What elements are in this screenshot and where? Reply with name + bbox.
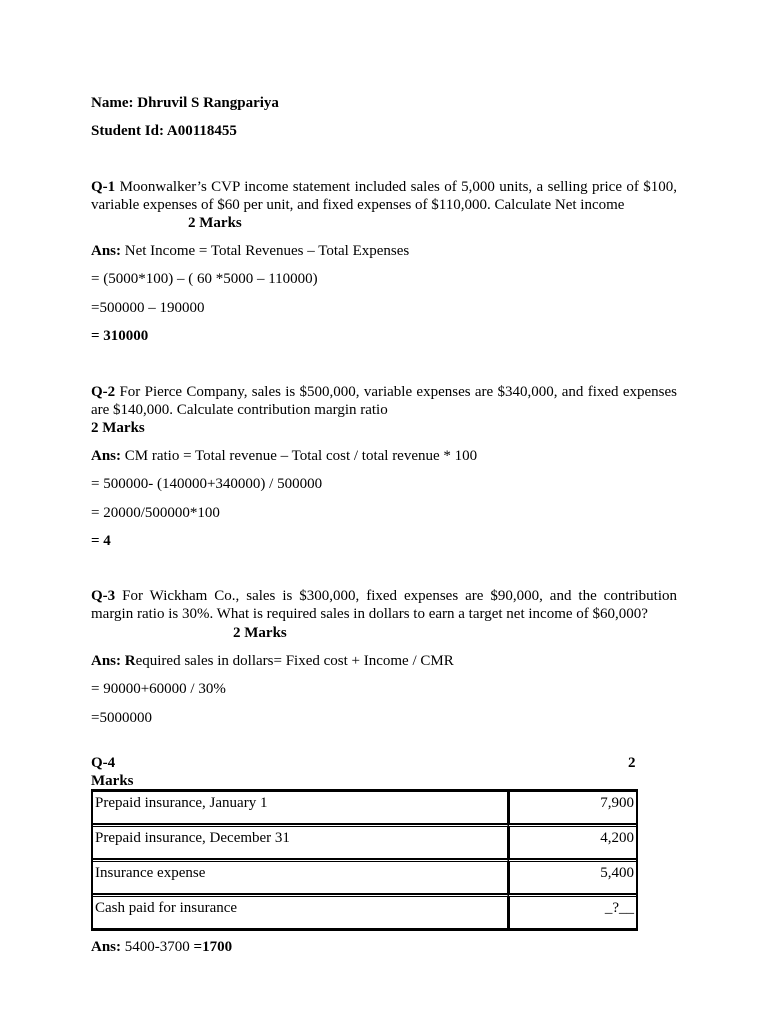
q3-ans-label: Ans:	[91, 653, 122, 669]
q4-ans-text: 5400-3700	[124, 939, 190, 955]
q3-question	[91, 587, 677, 623]
q1-label: Q-1	[91, 179, 116, 195]
q4-ans-result: =1700	[193, 939, 233, 955]
table-cell-value: _?__	[508, 894, 636, 929]
q1-step1: = (5000*100) – ( 60 *5000 – 110000)	[91, 271, 318, 287]
table-cell-label: Prepaid insurance, December 31	[93, 824, 508, 859]
table-row	[93, 824, 636, 859]
q1-ans-label: Ans:	[91, 243, 122, 259]
q3-ans-text: equired sales in dollars= Fixed cost + Income / CMR	[135, 653, 454, 669]
table-cell-value: 7,900	[508, 791, 636, 824]
q4-label: Q-4	[91, 755, 116, 771]
q4-answer	[91, 938, 232, 956]
q3-result: =5000000	[91, 710, 152, 726]
q2-step2: = 20000/500000*100	[91, 505, 220, 521]
q2-marks: 2 Marks	[91, 420, 145, 436]
table-row	[93, 791, 636, 824]
q3-ans-r: R	[124, 653, 136, 669]
table-cell-value: 4,200	[508, 824, 636, 859]
q1-ans-text: Net Income = Total Revenues – Total Expenses	[124, 243, 410, 259]
q1-step2: =500000 – 190000	[91, 300, 205, 316]
q3-text-line1: For Wickham Co., sales is $300,000, fixed expenses are $90,000, and the contribution	[122, 588, 678, 604]
q4-marks-word: Marks	[91, 773, 134, 789]
table-row	[93, 894, 636, 929]
q2-question	[91, 383, 677, 419]
q2-result: = 4	[91, 533, 111, 549]
q4-table	[91, 789, 638, 931]
q1-text-line2: variable expenses of $60 per unit, and fixed expenses of $110,000. Calculate Net income	[91, 197, 625, 213]
q2-step1: = 500000- (140000+340000) / 500000	[91, 476, 323, 492]
q2-label: Q-2	[91, 384, 116, 400]
q1-result: = 310000	[91, 328, 149, 344]
table-cell-value: 5,400	[508, 859, 636, 894]
q1-marks: 2 Marks	[188, 215, 242, 231]
q3-answer	[91, 652, 454, 670]
q3-step1: = 90000+60000 / 30%	[91, 681, 226, 697]
q2-text-line1: For Pierce Company, sales is $500,000, variable expenses are $340,000, and fixed expenses	[119, 384, 677, 400]
table-cell-label: Insurance expense	[93, 859, 508, 894]
q2-ans-label: Ans:	[91, 448, 122, 464]
student-id: Student Id: A00118455	[91, 123, 237, 139]
table-cell-label: Prepaid insurance, January 1	[93, 791, 508, 824]
table-cell-label: Cash paid for insurance	[93, 894, 508, 929]
q1-text-line1: Moonwalker’s CVP income statement included sales of 5,000 units, a selling price of $100,	[119, 179, 678, 195]
q4-ans-label: Ans:	[91, 939, 122, 955]
q3-label: Q-3	[91, 588, 116, 604]
q2-answer	[91, 447, 477, 465]
q2-ans-text: CM ratio = Total revenue – Total cost / total revenue * 100	[124, 448, 478, 464]
q4-marks-number: 2	[628, 755, 636, 771]
student-name: Name: Dhruvil S Rangpariya	[91, 95, 279, 111]
q1-answer	[91, 242, 409, 260]
q2-text-line2: are $140,000. Calculate contribution margin ratio	[91, 402, 388, 418]
q3-marks: 2 Marks	[233, 625, 287, 641]
q3-text-line2: margin ratio is 30%. What is required sales in dollars to earn a target net income of $60,000?	[91, 606, 648, 622]
q1-question	[91, 178, 677, 214]
table-row	[93, 859, 636, 894]
